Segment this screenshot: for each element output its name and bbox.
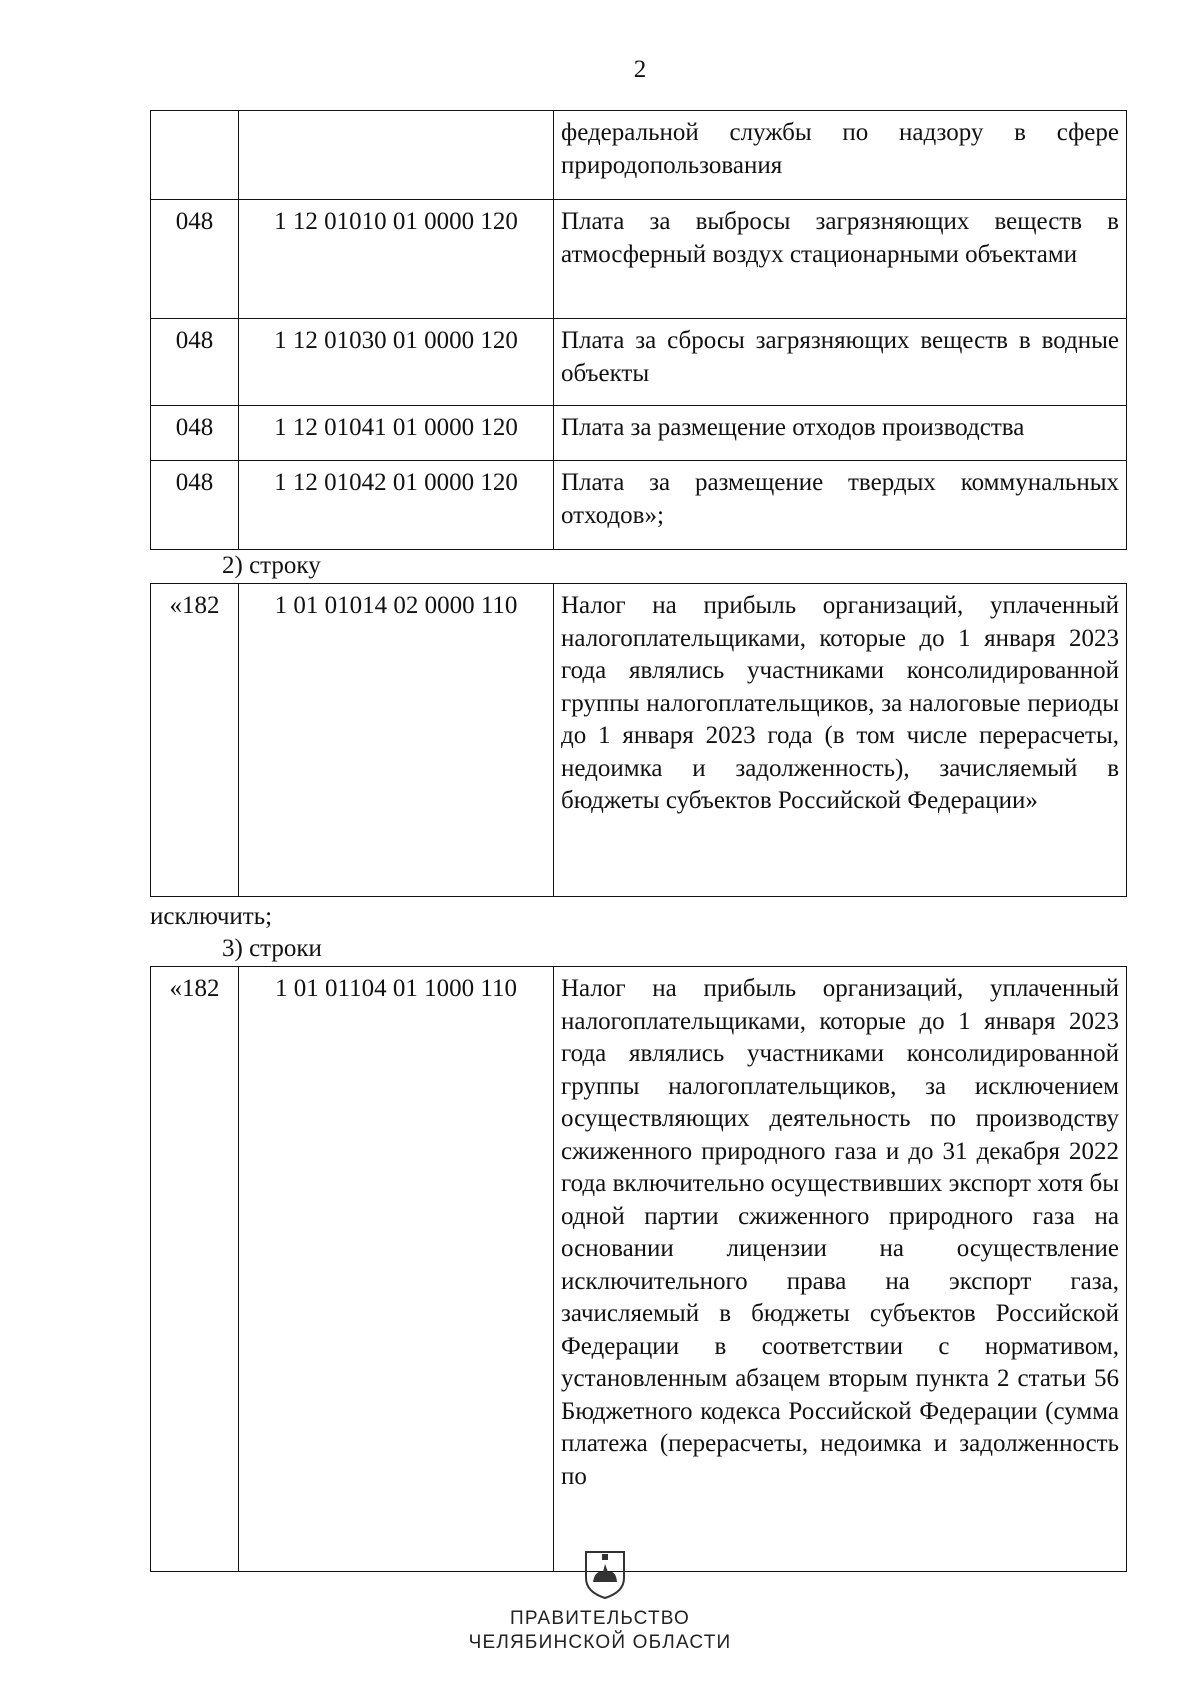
description-cell: Плата за размещение твердых коммунальных отходов»; <box>554 461 1127 550</box>
description-cell: Налог на прибыль организаций, уплаченный налогоплательщиками, которые до 1 января 2023 года являлись участниками консолидированной группы налогоплательщиков, за исключением осуществляющих деятельность по производству сжиженного природного газа и до 31 декабря 2022 года включительно осуществивших экспорт хотя бы одной партии сжиженного природного газа на основании лицензии на осуществление исключительного права на экспорт газа, зачисляемый в бюджеты субъектов Российской Федерации в соответствии с нормативом, установленным абзацем вторым пункта 2 статьи 56 Бюджетного кодекса Российской Федерации (сумма платежа (перерасчеты, недоимка и задолженность по <box>554 967 1127 1572</box>
budget-codes-table-3 <box>150 966 1127 1572</box>
description-cell: Плата за выбросы загрязняющих веществ в атмосферный воздух стационарными объектами <box>554 200 1127 319</box>
footer-line-2: ЧЕЛЯБИНСКОЙ ОБЛАСТИ <box>468 1632 732 1653</box>
page-number: 2 <box>633 56 647 83</box>
admin-code-cell: 048 <box>151 406 239 461</box>
kbk-code-cell <box>239 111 554 200</box>
table-row <box>151 584 1127 897</box>
admin-code-cell: 048 <box>151 461 239 550</box>
description-cell: Плата за размещение отходов производства <box>554 406 1127 461</box>
budget-codes-table-2 <box>150 583 1127 897</box>
kbk-code-cell: 1 12 01042 01 0000 120 <box>239 461 554 550</box>
coat-of-arms-icon <box>583 1548 627 1600</box>
table-row <box>151 406 1127 461</box>
table-row <box>151 200 1127 319</box>
kbk-code-cell: 1 01 01014 02 0000 110 <box>239 584 554 897</box>
admin-code-cell: «182 <box>151 584 239 897</box>
item-3-label: 3) строки <box>222 935 322 962</box>
description-cell: Налог на прибыль организаций, уплаченный налогоплательщиками, которые до 1 января 2023 года являлись участниками консолидированной группы налогоплательщиков, за налоговые периоды до 1 января 2023 года (в том числе перерасчеты, недоимка и задолженность), зачисляемый в бюджеты субъектов Российской Федерации» <box>554 584 1127 897</box>
table-row <box>151 111 1127 200</box>
admin-code-cell: 048 <box>151 200 239 319</box>
description-cell: Плата за сбросы загрязняющих веществ в водные объекты <box>554 319 1127 406</box>
footer-line-1: ПРАВИТЕЛЬСТВО <box>510 1608 690 1629</box>
admin-code-cell <box>151 111 239 200</box>
admin-code-cell: «182 <box>151 967 239 1572</box>
table-row <box>151 319 1127 406</box>
budget-codes-table-1 <box>150 110 1127 550</box>
kbk-code-cell: 1 12 01030 01 0000 120 <box>239 319 554 406</box>
description-cell: федеральной службы по надзору в сфере природопользования <box>554 111 1127 200</box>
exclude-text: исключить; <box>150 903 273 930</box>
admin-code-cell: 048 <box>151 319 239 406</box>
kbk-code-cell: 1 12 01041 01 0000 120 <box>239 406 554 461</box>
item-2-label: 2) строку <box>222 552 321 579</box>
table-row <box>151 967 1127 1572</box>
kbk-code-cell: 1 01 01104 01 1000 110 <box>239 967 554 1572</box>
table-row <box>151 461 1127 550</box>
kbk-code-cell: 1 12 01010 01 0000 120 <box>239 200 554 319</box>
